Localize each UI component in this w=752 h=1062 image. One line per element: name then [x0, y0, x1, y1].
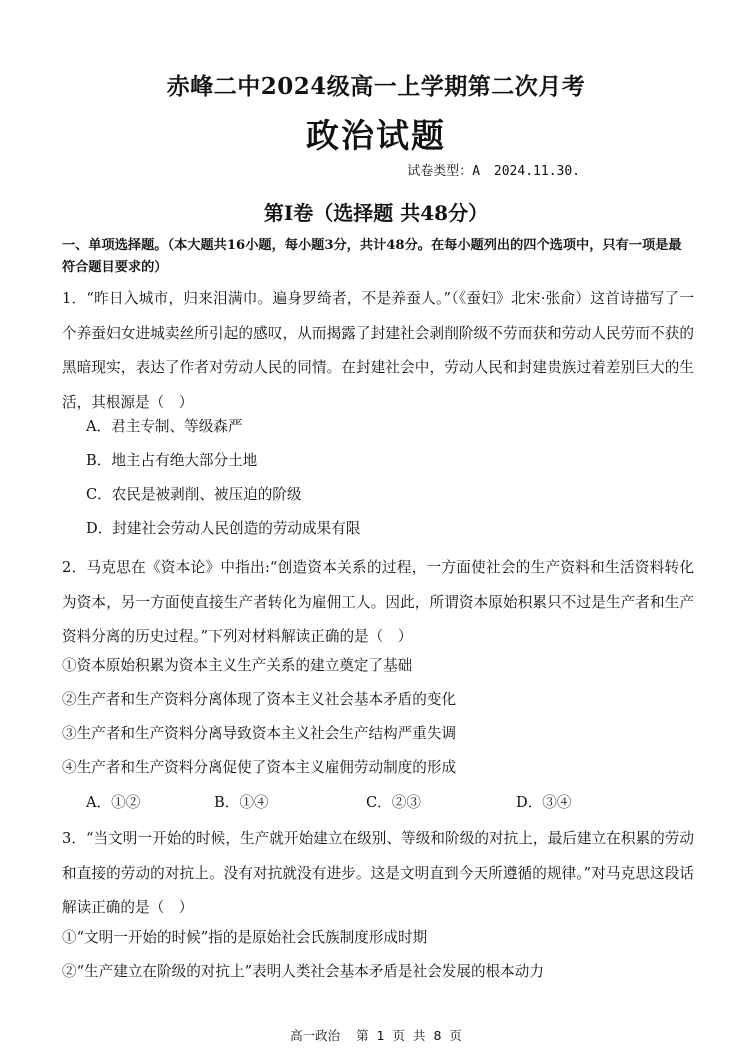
question-2-statement-2: ②生产者和生产资料分离体现了资本主义社会基本矛盾的变化	[62, 691, 457, 708]
exam-title: 赤峰二中2024级高一上学期第二次月考	[166, 73, 586, 100]
paper-meta	[401, 160, 580, 179]
exam-date: 2024.11.30.	[493, 164, 580, 179]
section-instructions: 一、单项选择题。（本大题共16小题，每小题3分，共计48分。在每小题列出的四个选项中，只有一项是最符合题目要求的）	[62, 238, 682, 275]
question-2-choice-b: B．①④	[214, 794, 269, 811]
question-2-choice-a: A．①②	[86, 794, 141, 811]
question-2-stem: 2．马克思在《资本论》中指出:“创造资本关系的过程，一方面使社会的生产资料和生活资料转化为资本，另一方面使直接生产者转化为雇佣工人。因此，所谓资本原始积累只不过是生产者和生产资料分离的历史过程。”下列对材料解读正确的是（ ）	[62, 559, 694, 645]
question-1-stem: 1．“昨日入城市，归来泪满巾。遍身罗绮者，不是养蚕人。”（《蚕妇》北宋·张俞）这首诗描写了一个养蚕妇女进城卖丝所引起的感叹，从而揭露了封建社会剥削阶级不劳而获和劳动人民劳而不获的黑暗现实，表达了作者对劳动人民的同情。在封建社会中，劳动人民和封建贵族过着差别巨大的生活，其根源是（ ）	[62, 290, 694, 411]
footer-subject: 高一政治	[290, 1028, 341, 1043]
question-3-stem: 3．“当文明一开始的时候，生产就开始建立在级别、等级和阶级的对抗上，最后建立在积累的劳动和直接的劳动的对抗上。没有对抗就没有进步。这是文明直到今天所遵循的规律。”对马克思这段话解读正确的是（ ）	[62, 830, 694, 916]
question-2-choice-c: C．②③	[366, 794, 421, 811]
question-1-option-c: C．农民是被剥削、被压迫的阶级	[86, 486, 302, 503]
subject-title: 政治试题	[306, 116, 446, 155]
section-title: 第Ⅰ卷（选择题 共48分）	[263, 201, 489, 225]
question-3-statement-1: ①“文明一开始的时候”指的是原始社会氏族制度形成时期	[62, 929, 428, 946]
paper-type: 试卷类型：A	[407, 164, 481, 179]
question-1-option-b: B．地主占有绝大部分土地	[86, 452, 258, 469]
question-2-statement-1: ①资本原始积累为资本主义生产关系的建立奠定了基础	[62, 657, 413, 674]
question-2-statement-3: ③生产者和生产资料分离导致资本主义社会生产结构严重失调	[62, 725, 457, 742]
question-3-statement-2: ②“生产建立在阶级的对抗上”表明人类社会基本矛盾是社会发展的根本动力	[62, 963, 544, 980]
question-1-option-a: A．君主专制、等级森严	[86, 418, 243, 435]
question-2-choice-d: D．③④	[516, 794, 572, 811]
page-footer	[0, 1026, 752, 1044]
footer-page-number: 第 1 页 共 8 页	[356, 1028, 462, 1043]
question-2-statement-4: ④生产者和生产资料分离促使了资本主义雇佣劳动制度的形成	[62, 759, 457, 776]
question-1-option-d: D．封建社会劳动人民创造的劳动成果有限	[86, 520, 361, 537]
